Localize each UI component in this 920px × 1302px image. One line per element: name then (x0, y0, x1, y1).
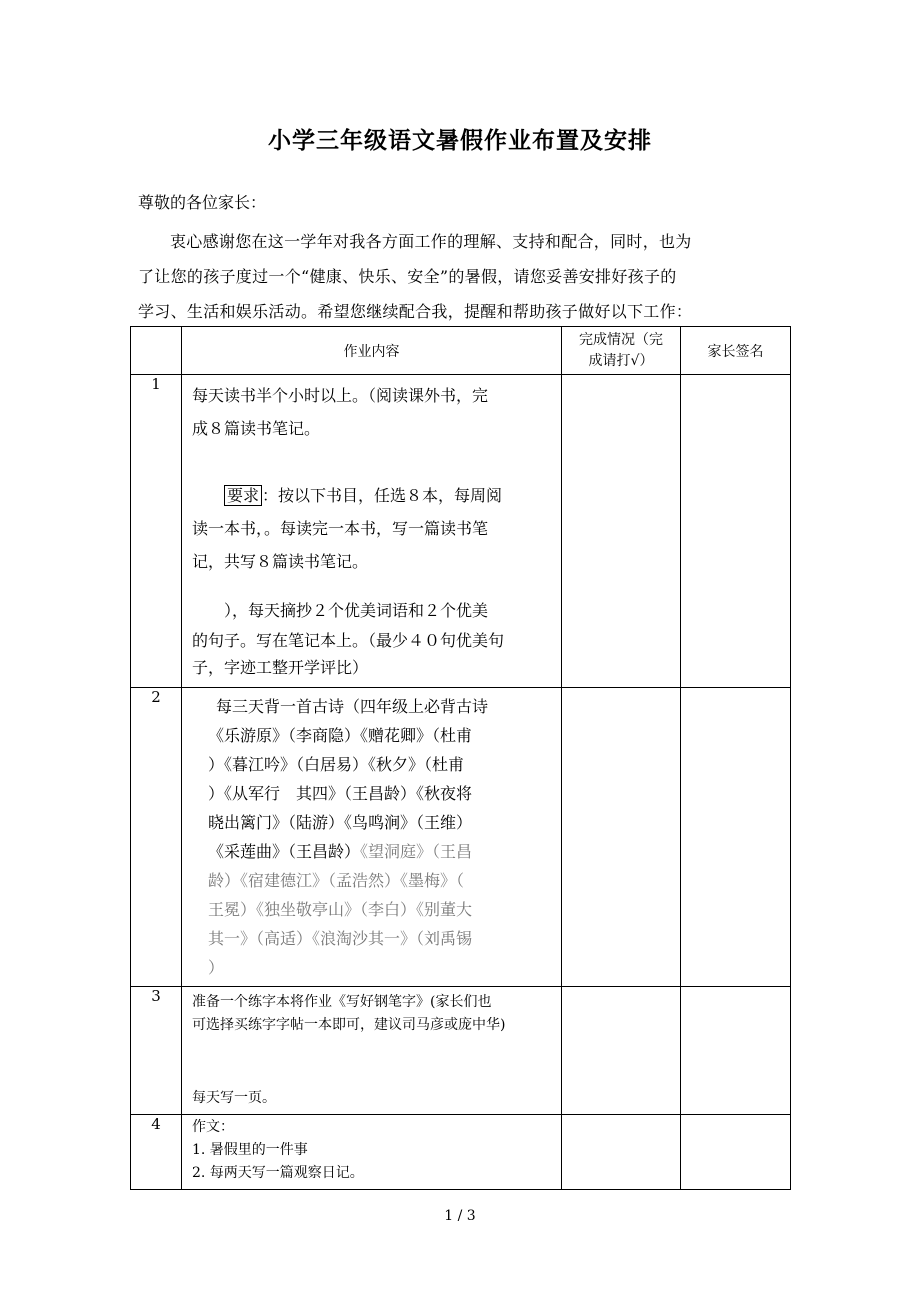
content-line: 晓出篱门》（陆游）《鸟鸣涧》（王维） (208, 813, 473, 832)
content-line: 《采莲曲》（王昌龄）《望洞庭》（王昌 (208, 842, 473, 861)
content-line: 每三天背一首古诗（四年级上必背古诗 (216, 697, 489, 716)
requirement-label: 要求 (224, 485, 262, 506)
content-line: 龄）《宿建德江》（孟浩然）《墨梅》（ (208, 871, 465, 890)
table-row (131, 987, 791, 1115)
table-header-row (131, 327, 791, 375)
row-number: 3 (131, 987, 182, 1115)
row-content (182, 987, 562, 1115)
content-line: 要求 ：按以下书目，任选８本，每周阅 (192, 479, 553, 512)
header-signature: 家长签名 (681, 327, 791, 375)
header-completion: 完成情况（完成请打√） (562, 327, 681, 375)
greeting: 尊敬的各位家长： (138, 193, 267, 212)
content-line: 成８篇读书笔记。 (192, 419, 321, 438)
intro-paragraph (138, 224, 788, 329)
content-line: 每天写一页。 (192, 1090, 276, 1106)
completion-cell[interactable] (562, 688, 681, 987)
signature-cell[interactable] (681, 1115, 791, 1190)
row-number: 1 (131, 375, 182, 688)
content-line: 作文： (192, 1119, 234, 1135)
table-row (131, 1115, 791, 1190)
completion-cell[interactable] (562, 375, 681, 688)
content-line: ），每天摘抄２个优美词语和２个优美 (224, 601, 489, 620)
content-line: 准备一个练字本将作业《写好钢笔字》(家长们也 (192, 994, 492, 1010)
intro-line: 学习、生活和娱乐活动。希望您继续配合我，提醒和帮助孩子做好以下工作： (138, 302, 693, 321)
signature-cell[interactable] (681, 375, 791, 688)
content-line: ）《从军行 其四》（王昌龄）《秋夜将 (208, 784, 473, 803)
intro-line: 了让您的孩子度过一个“健康、快乐、安全”的暑假，请您妥善安排好孩子的 (138, 267, 677, 286)
document-title: 小学三年级语文暑假作业布置及安排 (268, 128, 652, 154)
header-content: 作业内容 (182, 327, 562, 375)
content-line: 每天读书半个小时以上。（阅读课外书，完 (192, 386, 489, 405)
content-line: 1. 暑假里的一件事 (192, 1142, 308, 1158)
table-row (131, 375, 791, 688)
content-line: ）《暮江吟》（白居易）《秋夕》（杜甫 (208, 755, 465, 774)
content-line: 《乐游原》（李商隐）《赠花卿》（杜甫 (208, 726, 473, 745)
content-line: 读一本书，。每读完一本书，写一篇读书笔 (192, 519, 489, 538)
page-number: 1 / 3 (444, 1208, 476, 1224)
row-content (182, 375, 562, 688)
content-line: 可选择买练字字帖一本即可，建议司马彦或庞中华) (192, 1017, 506, 1033)
content-line: 2. 每两天写一篇观察日记。 (192, 1165, 364, 1181)
row-content (182, 1115, 562, 1190)
content-line: 的句子。写在笔记本上。（最少４０句优美句 (192, 631, 505, 650)
row-number: 4 (131, 1115, 182, 1190)
table-row (131, 688, 791, 987)
completion-cell[interactable] (562, 1115, 681, 1190)
signature-cell[interactable] (681, 688, 791, 987)
content-line: 子，字迹工整开学评比） (192, 658, 369, 677)
signature-cell[interactable] (681, 987, 791, 1115)
content-line: 记，共写８篇读书笔记。 (192, 552, 369, 571)
homework-table (130, 326, 791, 1190)
row-number: 2 (131, 688, 182, 987)
content-line: ） (208, 958, 225, 977)
row-content (182, 688, 562, 987)
completion-cell[interactable] (562, 987, 681, 1115)
content-line: 其一》（高适）《浪淘沙其一》（刘禹锡 (208, 929, 473, 948)
content-line: 王冕）《独坐敬亭山》（李白）《别董大 (208, 900, 473, 919)
intro-line: 衷心感谢您在这一学年对我各方面工作的理解、支持和配合，同时，也为 (170, 232, 692, 251)
header-number (131, 327, 182, 375)
